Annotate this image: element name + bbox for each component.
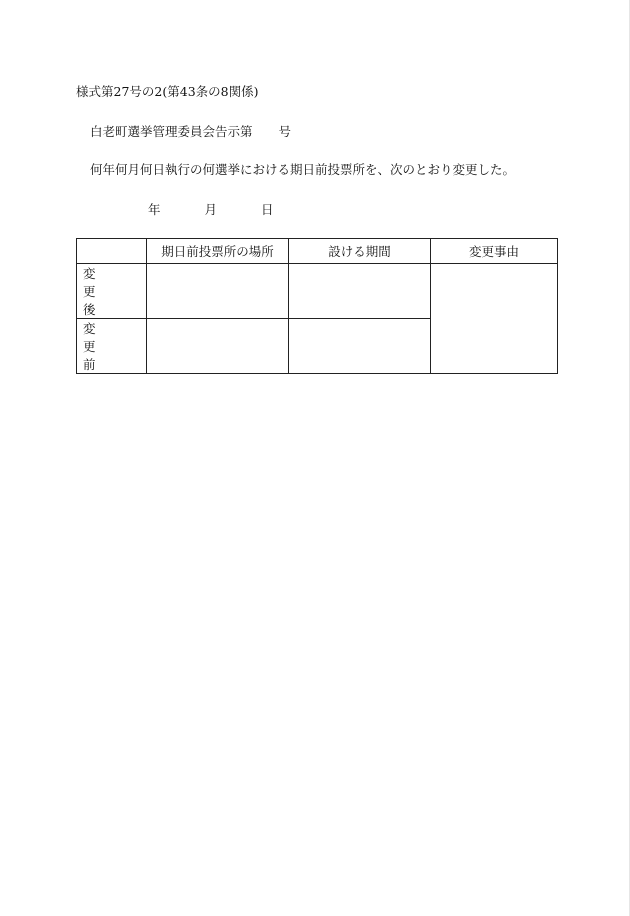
header-location: 期日前投票所の場所 bbox=[147, 239, 289, 264]
row-label-after: 変 更 後 bbox=[77, 264, 147, 319]
header-reason: 変更事由 bbox=[431, 239, 558, 264]
location-after-cell bbox=[147, 264, 289, 319]
notice-body: 何年何月何日執行の何選挙における期日前投票所を、次のとおり変更した。 bbox=[90, 162, 516, 177]
notice-prefix: 白老町選挙管理委員会告示第 bbox=[90, 124, 253, 139]
date-year: 年 bbox=[148, 202, 161, 217]
location-before-cell bbox=[147, 319, 289, 374]
notice-title bbox=[90, 126, 291, 139]
period-before-cell bbox=[289, 319, 431, 374]
date-month: 月 bbox=[204, 202, 218, 217]
header-period: 設ける期間 bbox=[289, 239, 431, 264]
date-day: 日 bbox=[261, 202, 274, 217]
date-line bbox=[148, 204, 274, 217]
header-blank bbox=[77, 239, 147, 264]
form-number: 様式第27号の2(第43条の8関係) bbox=[76, 84, 259, 99]
table-row bbox=[77, 264, 558, 319]
period-after-cell bbox=[289, 264, 431, 319]
change-table bbox=[76, 238, 558, 374]
row-label-before: 変 更 前 bbox=[77, 319, 147, 374]
table-header-row bbox=[77, 239, 558, 264]
notice-suffix: 号 bbox=[278, 124, 292, 139]
reason-cell bbox=[431, 264, 558, 374]
